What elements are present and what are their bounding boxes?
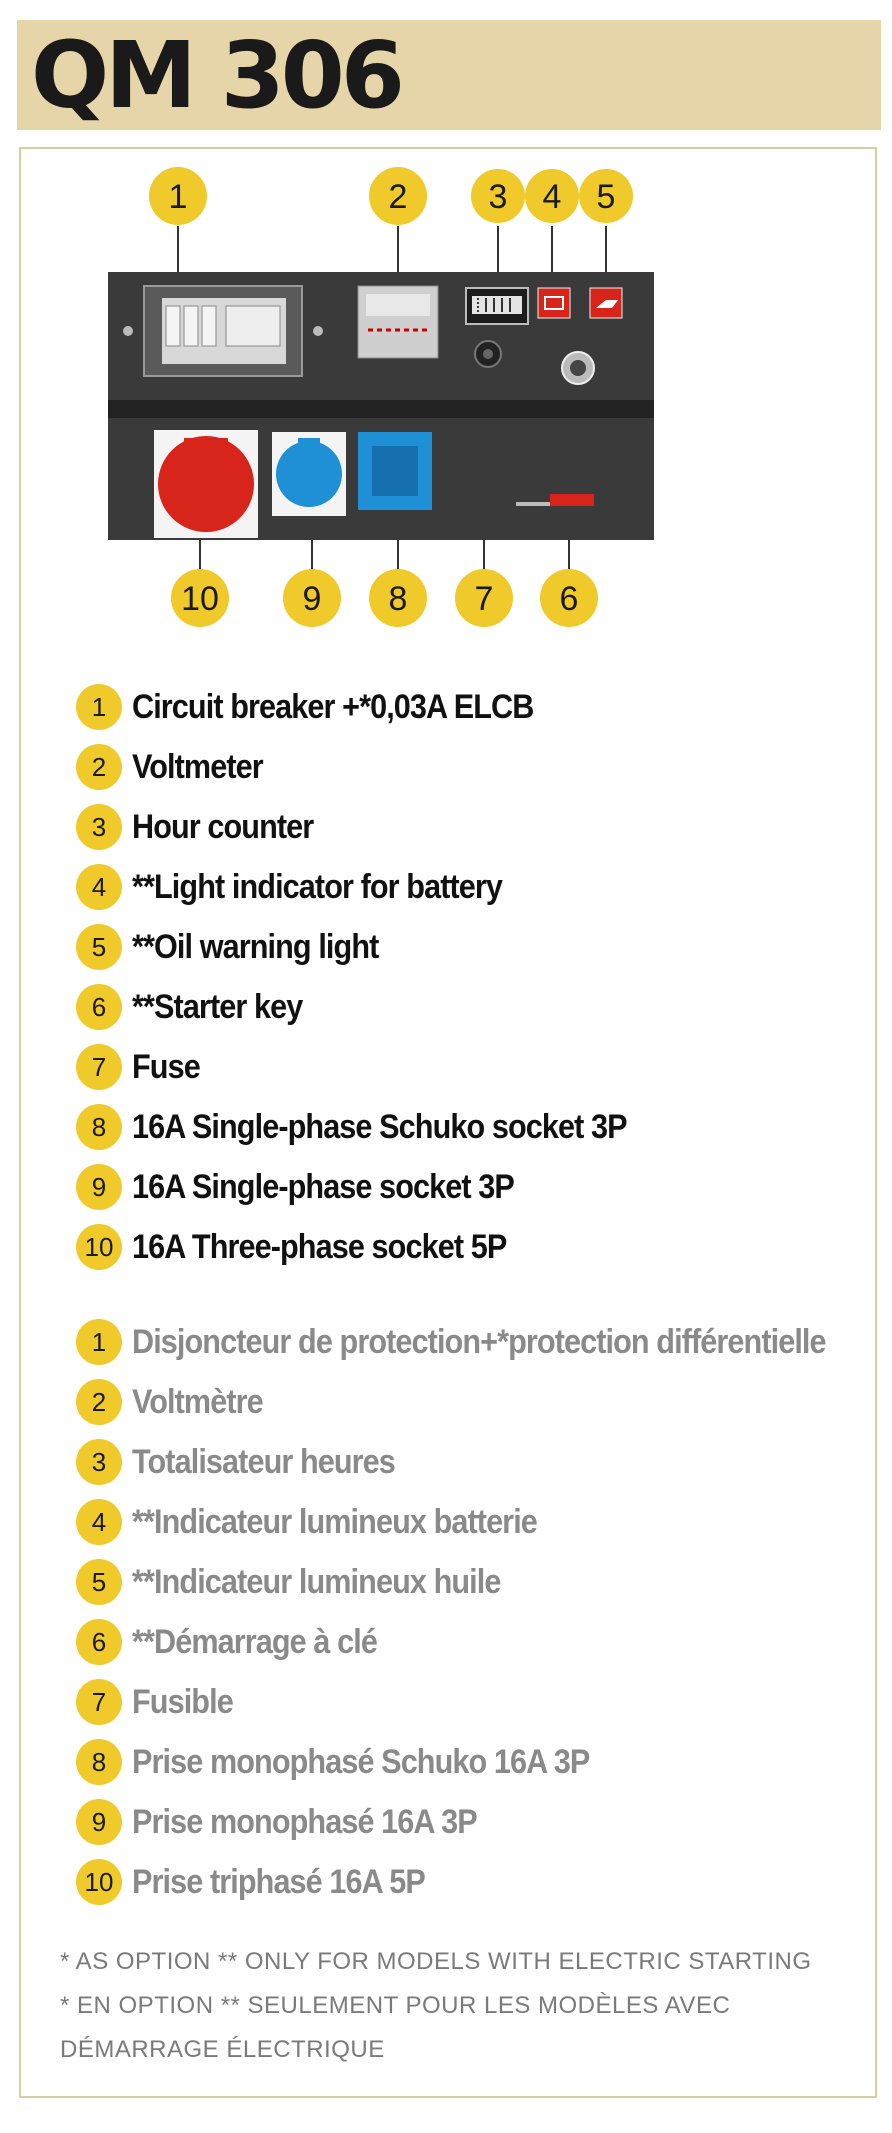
fuse-holder <box>475 341 501 367</box>
item-label: Disjoncteur de protection+*protection différentielle <box>132 1323 826 1361</box>
callout-4-text: 4 <box>542 178 562 216</box>
number-badge: 5 <box>76 1559 122 1605</box>
item-label: Prise monophasé 16A 3P <box>132 1803 477 1841</box>
item-label: **Indicateur lumineux huile <box>132 1563 501 1601</box>
three-phase-socket-5p <box>154 430 258 538</box>
voltmeter <box>358 286 438 358</box>
item-label: Prise monophasé Schuko 16A 3P <box>132 1743 590 1781</box>
item-label: Fuse <box>132 1048 200 1086</box>
item-label: 16A Single-phase socket 3P <box>132 1168 514 1206</box>
bottom-leader-lines <box>200 536 569 570</box>
number-badge: 4 <box>76 1499 122 1545</box>
callout-8-text: 8 <box>388 580 408 618</box>
number-badge: 3 <box>76 1439 122 1485</box>
number-badge: 7 <box>76 1679 122 1725</box>
control-panel-diagram <box>100 160 680 640</box>
callout-3-text: 3 <box>488 178 508 216</box>
number-badge: 1 <box>76 684 122 730</box>
item-label: 16A Three-phase socket 5P <box>132 1228 507 1266</box>
callout-7-text: 7 <box>474 580 494 618</box>
number-badge: 8 <box>76 1739 122 1785</box>
item-label: **Indicateur lumineux batterie <box>132 1503 537 1541</box>
item-label: Prise triphasé 16A 5P <box>132 1863 425 1901</box>
number-badge: 10 <box>76 1859 122 1905</box>
header-bar <box>17 20 881 130</box>
callout-1-text: 1 <box>168 178 188 216</box>
number-badge: 9 <box>76 1799 122 1845</box>
starter-key <box>562 352 594 384</box>
callouts-top <box>149 167 633 225</box>
item-label: 16A Single-phase Schuko socket 3P <box>132 1108 627 1146</box>
panel-divider <box>108 400 654 418</box>
number-badge: 6 <box>76 984 122 1030</box>
hour-counter <box>466 288 528 324</box>
item-label: Fusible <box>132 1683 233 1721</box>
callout-9-text: 9 <box>302 580 322 618</box>
footnote-french-line1: * EN OPTION ** SEULEMENT POUR LES MODÈLES AVEC <box>60 1992 731 2019</box>
item-label: **Light indicator for battery <box>132 868 503 906</box>
number-badge: 8 <box>76 1104 122 1150</box>
item-label: **Démarrage à clé <box>132 1623 377 1661</box>
item-label: Totalisateur heures <box>132 1443 395 1481</box>
number-badge: 9 <box>76 1164 122 1210</box>
battery-indicator-light <box>538 288 570 318</box>
number-badge: 1 <box>76 1319 122 1365</box>
item-label: **Oil warning light <box>132 928 379 966</box>
number-badge: 5 <box>76 924 122 970</box>
item-label: Hour counter <box>132 808 314 846</box>
item-label: **Starter key <box>132 988 303 1026</box>
single-phase-socket-3p <box>272 432 346 516</box>
page-title: QM 306 <box>31 22 401 129</box>
item-label: Voltmeter <box>132 748 263 786</box>
number-badge: 6 <box>76 1619 122 1665</box>
item-label: Circuit breaker +*0,03A ELCB <box>132 688 534 726</box>
schuko-socket-3p <box>358 432 432 510</box>
number-badge: 3 <box>76 804 122 850</box>
number-badge: 4 <box>76 864 122 910</box>
number-badge: 10 <box>76 1224 122 1270</box>
callouts-bottom <box>171 569 598 627</box>
callout-5-text: 5 <box>596 178 616 216</box>
callout-2-text: 2 <box>388 178 408 216</box>
item-label: Voltmètre <box>132 1383 263 1421</box>
footnote-english: * AS OPTION ** ONLY FOR MODELS WITH ELECTRIC STARTING <box>60 1948 812 1975</box>
number-badge: 2 <box>76 1379 122 1425</box>
circuit-breaker <box>123 286 323 376</box>
number-badge: 2 <box>76 744 122 790</box>
number-badge: 7 <box>76 1044 122 1090</box>
footnote-french-line2: DÉMARRAGE ÉLECTRIQUE <box>60 2036 385 2063</box>
oil-warning-light <box>590 288 622 318</box>
callout-10-text: 10 <box>181 580 219 618</box>
callout-6-text: 6 <box>559 580 579 618</box>
